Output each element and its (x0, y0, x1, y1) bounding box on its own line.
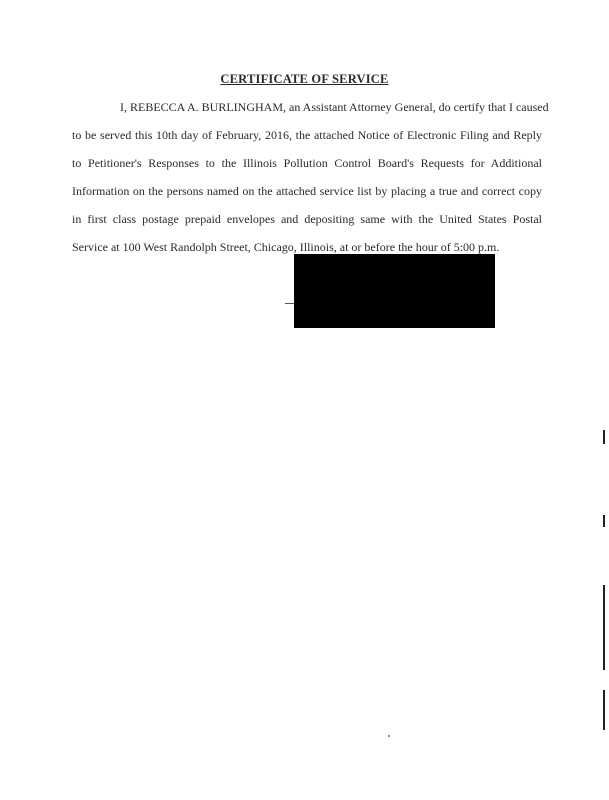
body-line-1: I, REBECCA A. BURLINGHAM, an Assistant Attorney General, do certify that I caused (120, 100, 549, 114)
body-line-2: to be served this 10th day of February, 2016, the attached Notice of Electronic Filing and Reply (72, 128, 542, 142)
scan-speck (388, 735, 390, 737)
body-line-4: Information on the persons named on the attached service list by placing a true and correct copy (72, 184, 542, 198)
body-line-3: to Petitioner's Responses to the Illinois Pollution Control Board's Requests for Additional (72, 156, 542, 170)
scan-edge-mark (603, 515, 605, 527)
scan-edge-mark (603, 690, 605, 730)
scan-edge-mark (603, 430, 605, 444)
scan-edge-mark (603, 585, 605, 670)
body-line-5: in first class postage prepaid envelopes and depositing same with the United States Postal (72, 212, 542, 226)
certificate-title: CERTIFICATE OF SERVICE (220, 72, 389, 86)
body-line-6: Service at 100 West Randolph Street, Chicago, Illinois, at or before the hour of 5:00 p.m. (72, 240, 500, 254)
signature-redaction (294, 254, 495, 328)
signature-line (285, 303, 294, 304)
